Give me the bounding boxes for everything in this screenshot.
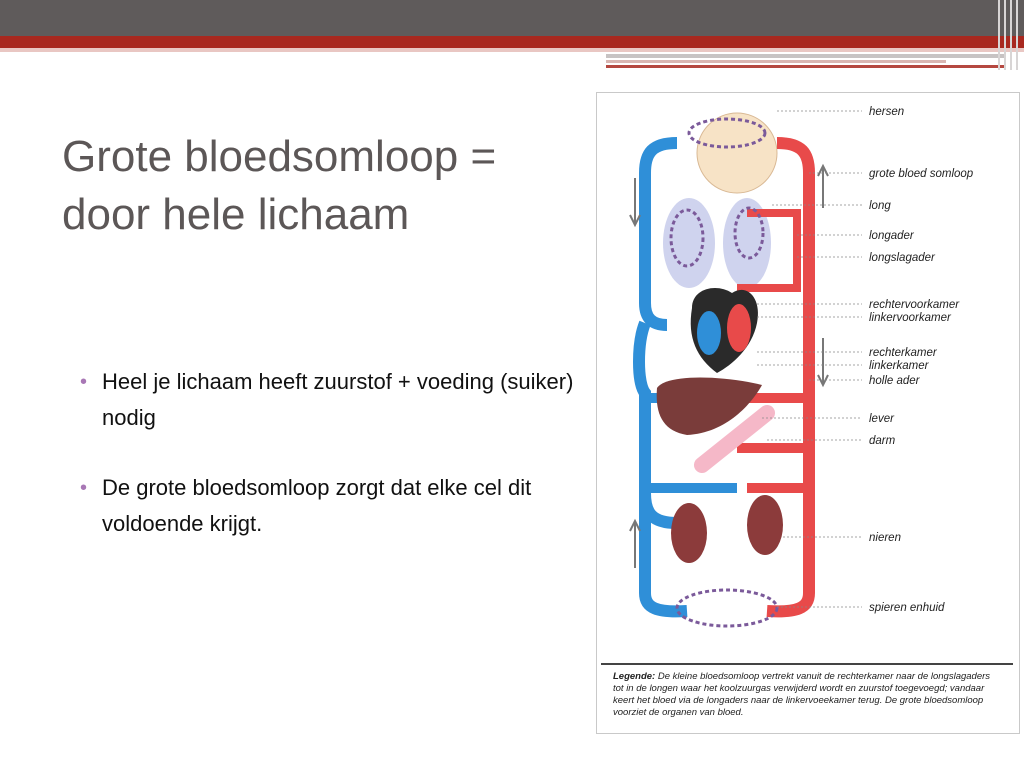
decor-stripe: [606, 60, 946, 63]
legend-title: Legende:: [613, 671, 656, 682]
label-longader: longader: [869, 230, 914, 242]
red-banner: [0, 36, 1024, 48]
decor-stripe: [606, 65, 1006, 68]
title-line-1: Grote bloedsomloop =: [62, 132, 497, 181]
down-arrow-icon: [630, 178, 640, 225]
bullet-item: • De grote bloedsomloop zorgt dat elke cel dit voldoende krijgt.: [80, 470, 590, 542]
label-rechterkamer: rechterkamer: [869, 347, 937, 359]
circulation-diagram: [596, 92, 1020, 734]
left-kidney-shape: [671, 503, 707, 563]
up-arrow-icon: [818, 166, 828, 208]
decor-stripe: [606, 54, 1006, 58]
brain-shape: [697, 113, 777, 193]
label-lever: lever: [869, 413, 894, 425]
figure-legend: [601, 663, 1013, 729]
title-line-2: door hele lichaam: [62, 190, 410, 239]
label-hersen: hersen: [869, 106, 905, 118]
left-heart: [727, 304, 751, 352]
bullet-list: [80, 364, 590, 576]
legend-text: De kleine bloedsomloop vertrekt vanuit de rechterkamer naar de longslagaders tot in de longen waar het koolzuurgas verwijderd wordt en zuurstof toegevoegd; vandaar keert het bloed via de longaders naar de linkervoeekamer terug. De grote bloedsomloop voorziet de organen van bloed.: [613, 671, 991, 718]
label-linkerkamer: linkerkamer: [869, 360, 929, 372]
label-long: long: [869, 200, 891, 212]
slide-title: [62, 128, 582, 244]
label-nieren: nieren: [869, 532, 901, 544]
label-longslagader: longslagader: [869, 252, 935, 264]
right-kidney-shape: [747, 495, 783, 555]
label-grote-bloedsomloop: grote bloed somloop: [869, 168, 974, 180]
label-darm: darm: [869, 435, 896, 447]
bullet-item: • Heel je lichaam heeft zuurstof + voeding (suiker) nodig: [80, 364, 590, 436]
top-banner: [0, 0, 1024, 36]
diagram-drawing: [597, 93, 1019, 663]
up-arrow-icon: [630, 521, 640, 568]
banner-highlight: [0, 48, 1024, 52]
label-spieren-enhuid: spieren enhuid: [869, 602, 945, 614]
label-rechtervoorkamer: rechtervoorkamer: [869, 299, 960, 311]
decor-lines: [994, 0, 1024, 70]
label-linkervoorkamer: linkervoorkamer: [869, 312, 951, 324]
right-heart: [697, 311, 721, 355]
muscle-capillaries: [677, 590, 777, 626]
down-arrow-icon: [818, 338, 828, 385]
label-holle-ader: holle ader: [869, 375, 920, 387]
